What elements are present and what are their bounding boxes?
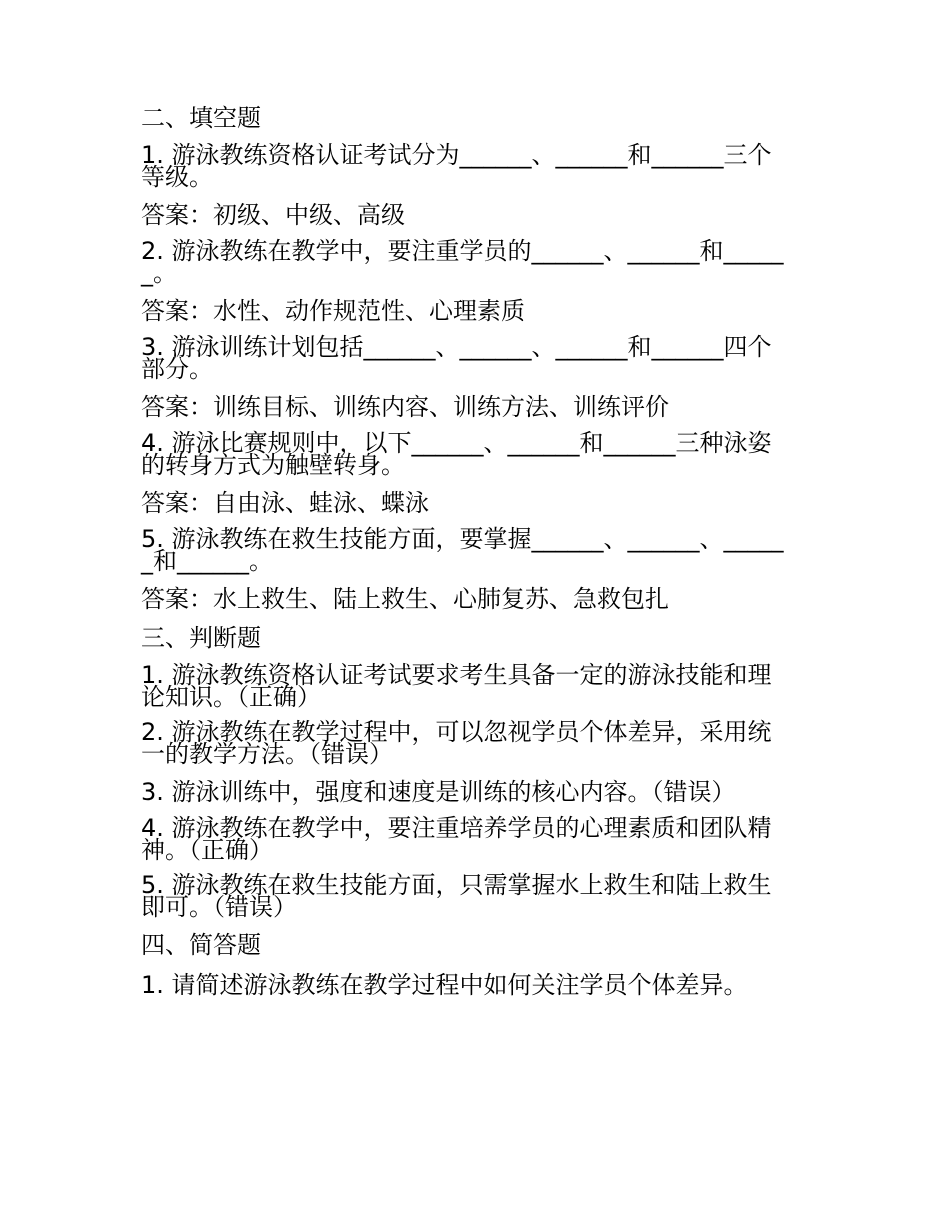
statement-text: 4. 游泳教练在教学中，要注重培养学员的心理素质和团队精神。（正确） xyxy=(141,814,772,864)
document-page xyxy=(141,104,793,1010)
answer-text: 答案：水性、动作规范性、心理素质 xyxy=(141,297,525,325)
answer-text: 答案：训练目标、训练内容、训练方法、训练评价 xyxy=(141,393,669,421)
statement-text: 5. 游泳教练在救生技能方面，只需掌握水上救生和陆上救生即可。（错误） xyxy=(141,871,772,921)
answer-text: 答案：自由泳、蛙泳、蝶泳 xyxy=(141,489,429,517)
question-text: 3. 游泳训练计划包括______、______、______和______四个部分。 xyxy=(141,333,772,383)
statement-text: 1. 游泳教练资格认证考试要求考生具备一定的游泳技能和理论知识。（正确） xyxy=(141,661,772,711)
question-text: 1. 请简述游泳教练在教学过程中如何关注学员个体差异。 xyxy=(141,971,748,999)
section-heading-fill-blank: 二、填空题 xyxy=(141,104,261,132)
question-text: 1. 游泳教练资格认证考试分为______、______和______三个等级。 xyxy=(141,141,772,191)
statement-text: 2. 游泳教练在教学过程中，可以忽视学员个体差异，采用统一的教学方法。（错误） xyxy=(141,718,772,768)
question-text: 5. 游泳教练在救生技能方面，要掌握______、______、______和______。 xyxy=(141,525,784,575)
statement-text: 3. 游泳训练中，强度和速度是训练的核心内容。（错误） xyxy=(141,778,736,806)
question-text: 2. 游泳教练在教学中，要注重学员的______、______和______。 xyxy=(141,237,784,287)
question-text: 4. 游泳比赛规则中，以下______、______和______三种泳姿的转身方式为触壁转身。 xyxy=(141,429,772,479)
answer-text: 答案：初级、中级、高级 xyxy=(141,201,405,229)
answer-text: 答案：水上救生、陆上救生、心肺复苏、急救包扎 xyxy=(141,585,669,613)
section-heading-true-false: 三、判断题 xyxy=(141,624,261,652)
section-heading-short-answer: 四、简答题 xyxy=(141,931,261,959)
